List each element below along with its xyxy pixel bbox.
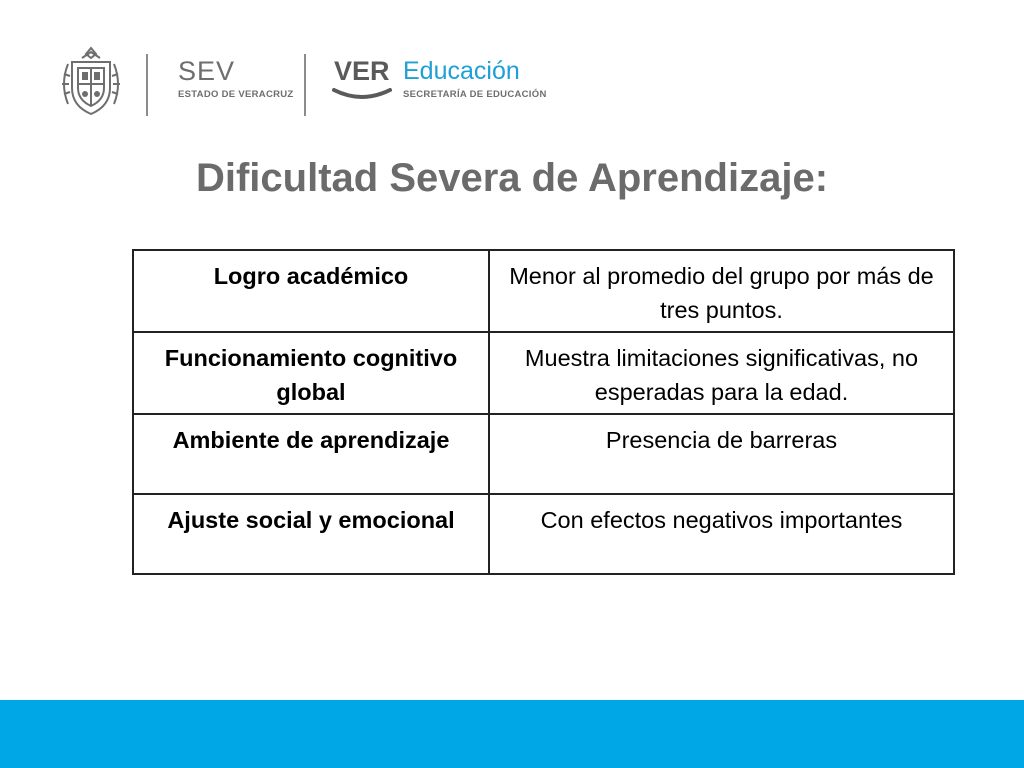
sev-subtitle: ESTADO DE VERACRUZ bbox=[178, 89, 294, 100]
table-row bbox=[133, 494, 954, 574]
footer-accent-bar bbox=[0, 700, 1024, 768]
row-value: Menor al promedio del grupo por más de tres puntos. bbox=[489, 250, 954, 332]
row-value: Con efectos negativos importantes bbox=[489, 494, 954, 574]
ver-smile-icon bbox=[332, 86, 392, 102]
divider bbox=[304, 54, 306, 116]
row-value: Muestra limitaciones significativas, no esperadas para la edad. bbox=[489, 332, 954, 414]
education-logo-text: Educación bbox=[403, 57, 520, 85]
divider bbox=[146, 54, 148, 116]
row-label: Logro académico bbox=[133, 250, 489, 332]
slide-title: Dificultad Severa de Aprendizaje: bbox=[195, 156, 829, 200]
header bbox=[0, 0, 1024, 140]
row-label: Funcionamiento cognitivo global bbox=[133, 332, 489, 414]
row-label: Ajuste social y emocional bbox=[133, 494, 489, 574]
criteria-table bbox=[132, 249, 955, 575]
table-row bbox=[133, 414, 954, 494]
ver-subtitle: SECRETARÍA DE EDUCACIÓN bbox=[403, 89, 547, 100]
table-row bbox=[133, 250, 954, 332]
veracruz-crest-icon bbox=[58, 44, 124, 118]
table-row bbox=[133, 332, 954, 414]
row-value: Presencia de barreras bbox=[489, 414, 954, 494]
row-label: Ambiente de aprendizaje bbox=[133, 414, 489, 494]
sev-logo-text: SEV bbox=[178, 56, 236, 86]
ver-logo-text: VER bbox=[334, 56, 390, 86]
